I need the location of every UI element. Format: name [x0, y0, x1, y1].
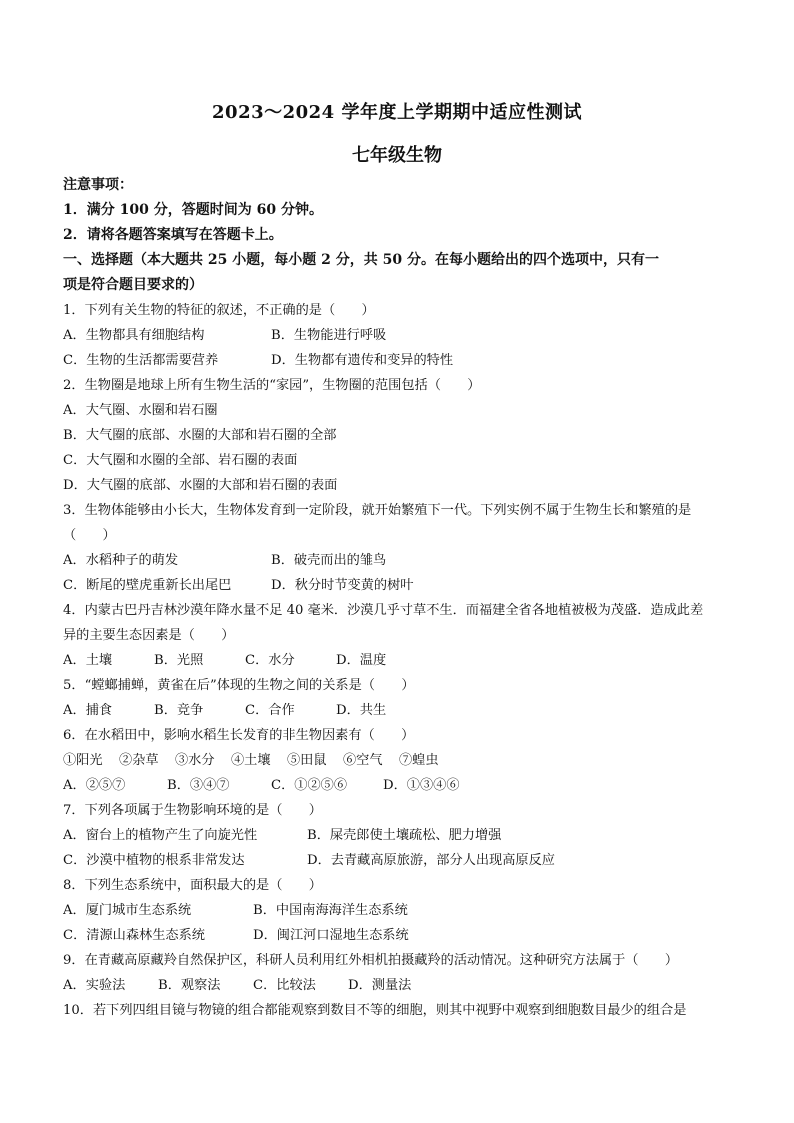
option-a: A．土壤 [63, 653, 113, 668]
option-d: D．生物都有遗传和变异的特性 [271, 353, 454, 368]
factor-item: ④土壤 [231, 753, 271, 768]
question-stem: 2．生物圈是地球上所有生物生活的“家园”，生物圈的范围包括（ ） [63, 378, 481, 393]
option-c: C．合作 [245, 703, 295, 718]
options-row [63, 323, 735, 348]
option-c: C．①②⑤⑥ [271, 778, 348, 793]
option-c: C．水分 [245, 653, 295, 668]
option-c: C．大气圈和水圈的全部、岩石圈的表面 [63, 453, 298, 468]
notice-item: 1．满分 100 分，答题时间为 60 分钟。 [63, 202, 323, 218]
question-stem: 7．下列各项属于生物影响环境的是（ ） [63, 803, 322, 818]
option-a: A．②⑤⑦ [63, 778, 126, 793]
options-row [63, 773, 735, 798]
option-b: B．生物能进行呼吸 [271, 328, 387, 343]
options-row [63, 648, 735, 673]
factor-item: ①阳光 [63, 753, 103, 768]
options-row [63, 923, 735, 948]
exam-title: 2023～2024 学年度上学期期中适应性测试 [212, 102, 582, 123]
options-row [63, 898, 735, 923]
option-b: B．③④⑦ [167, 778, 230, 793]
option-c: C．清源山森林生态系统 [63, 928, 205, 943]
factors-row [63, 748, 735, 773]
options-row [63, 823, 735, 848]
option-a: A．生物都具有细胞结构 [63, 328, 205, 343]
factor-item: ②杂草 [119, 753, 159, 768]
factor-item: ⑤田鼠 [287, 753, 327, 768]
options-row [63, 698, 735, 723]
question-stem: 1．下列有关生物的特征的叙述，不正确的是（ ） [63, 303, 375, 318]
section-heading-cont: 项是符合题目要求的） [63, 277, 203, 293]
exam-subtitle: 七年级生物 [352, 145, 442, 166]
option-a: A．实验法 [63, 978, 126, 993]
options-row [63, 848, 735, 873]
question-stem: 3．生物体能够由小长大，生物体发育到一定阶段，就开始繁殖下一代。下列实例不属于生物生长和繁殖的是 [63, 503, 692, 518]
question-stem: 8．下列生态系统中，面积最大的是（ ） [63, 878, 322, 893]
factor-item: ⑦蝗虫 [399, 753, 439, 768]
option-c: C．生物的生活都需要营养 [63, 353, 219, 368]
option-b: B．观察法 [158, 978, 221, 993]
option-c: C．断尾的壁虎重新长出尾巴 [63, 578, 232, 593]
question-stem: 5．“螳螂捕蝉，黄雀在后”体现的生物之间的关系是（ ） [63, 678, 415, 693]
notice-heading: 注意事项： [63, 177, 133, 193]
option-d: D．温度 [336, 653, 387, 668]
option-b: B．竞争 [154, 703, 204, 718]
section-heading: 一、选择题（本大题共 25 小题，每小题 2 分，共 50 分。在每小题给出的四个选项中，只有一 [63, 252, 659, 268]
option-d: D．秋分时节变黄的树叶 [271, 578, 414, 593]
option-a: A．窗台上的植物产生了向旋光性 [63, 828, 258, 843]
question-stem: 4．内蒙古巴丹吉林沙漠年降水量不足 40 毫米．沙漠几乎寸草不生．而福建全省各地植被极为茂盛．造成此差 [63, 603, 704, 618]
option-b: B．屎壳郎使土壤疏松、肥力增强 [307, 828, 502, 843]
option-b: B．中国南海海洋生态系统 [253, 903, 408, 918]
option-b: B．破壳而出的雏鸟 [271, 553, 387, 568]
option-a: A．水稻种子的萌发 [63, 553, 179, 568]
option-d: D．共生 [336, 703, 387, 718]
question-stem-cont: （ ） [63, 528, 116, 543]
option-c: C．比较法 [253, 978, 316, 993]
question-stem-cont: 异的主要生态因素是（ ） [63, 628, 235, 643]
question-stem: 10．若下列四组目镜与物镜的组合都能观察到数目不等的细胞，则其中视野中观察到细胞数目最少的组合是 [63, 1003, 687, 1018]
factor-item: ⑥空气 [343, 753, 383, 768]
options-row [63, 548, 735, 573]
exam-content [63, 173, 735, 1023]
option-a: A．厦门城市生态系统 [63, 903, 192, 918]
options-row [63, 348, 735, 373]
option-b: B．光照 [154, 653, 204, 668]
options-row [63, 973, 735, 998]
options-row [63, 573, 735, 598]
question-stem: 9．在青藏高原藏羚自然保护区，科研人员利用红外相机拍摄藏羚的活动情况。这种研究方法属于（ ） [63, 953, 679, 968]
factor-item: ③水分 [175, 753, 215, 768]
option-d: D．闽江河口湿地生态系统 [253, 928, 409, 943]
option-d: D．大气圈的底部、水圈的大部和岩石圈的表面 [63, 478, 338, 493]
option-d: D．去青藏高原旅游，部分人出现高原反应 [307, 853, 555, 868]
question-stem: 6．在水稻田中，影响水稻生长发育的非生物因素有（ ） [63, 728, 415, 743]
option-a: A．捕食 [63, 703, 113, 718]
option-d: D．测量法 [348, 978, 412, 993]
option-c: C．沙漠中植物的根系非常发达 [63, 853, 245, 868]
notice-item: 2．请将各题答案填写在答题卡上。 [63, 227, 283, 243]
option-b: B．大气圈的底部、水圈的大部和岩石圈的全部 [63, 428, 337, 443]
option-d: D．①③④⑥ [383, 778, 460, 793]
option-a: A．大气圈、水圈和岩石圈 [63, 403, 218, 418]
